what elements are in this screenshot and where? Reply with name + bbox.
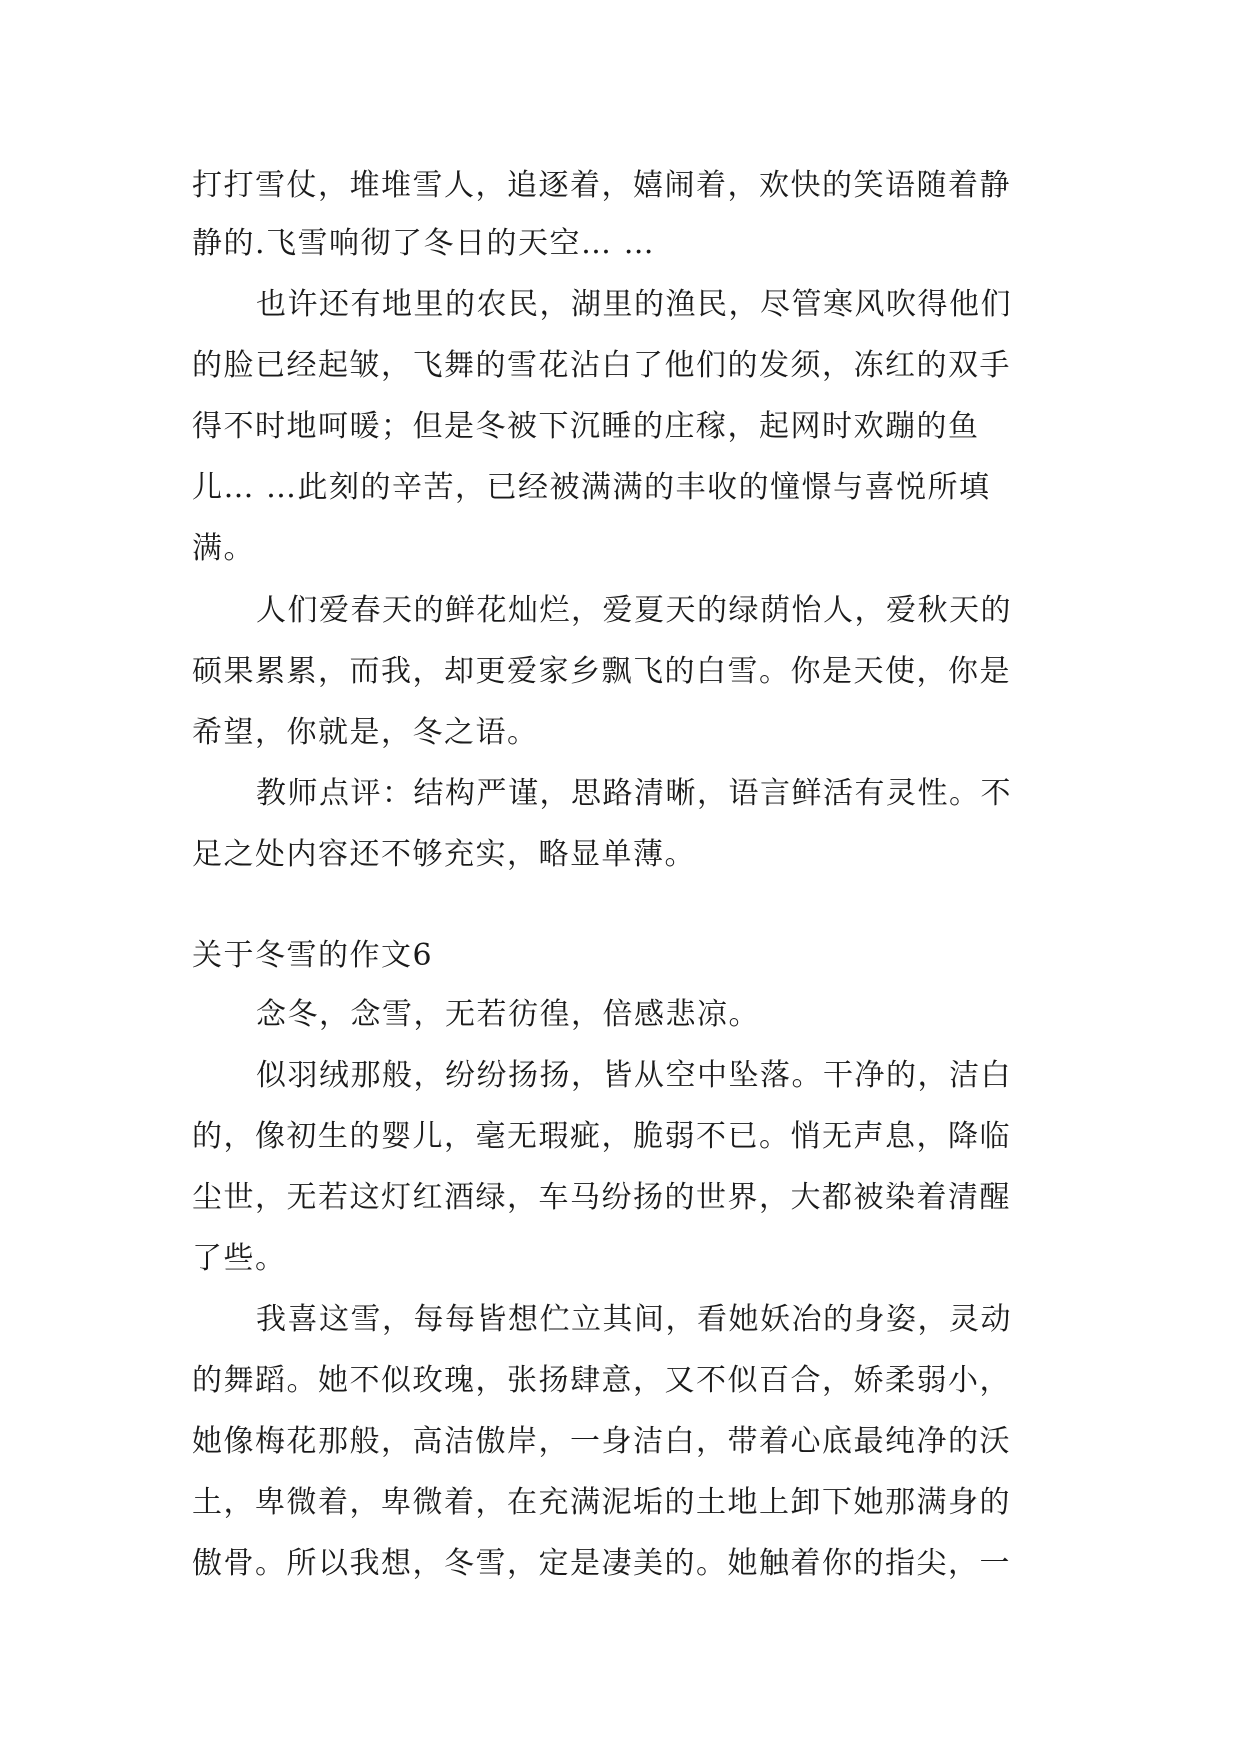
text-line: 静的.飞雪响彻了冬日的天空… … — [192, 226, 656, 261]
teacher-comment: 教师点评：结构严谨，思路清晰，语言鲜活有灵性。不 — [256, 776, 1012, 811]
text-line: 满。 — [192, 531, 255, 566]
paragraph-first-line: 也许还有地里的农民，湖里的渔民，尽管寒风吹得他们 — [256, 287, 1012, 322]
paragraph-first-line: 我喜这雪，每每皆想伫立其间，看她妖冶的身姿，灵动 — [256, 1302, 1012, 1337]
text-line: 的舞蹈。她不似玫瑰，张扬肆意，又不似百合，娇柔弱小， — [192, 1363, 1011, 1398]
paragraph-first-line: 念冬，念雪，无若彷徨，倍感悲凉。 — [256, 997, 760, 1032]
text-line: 土，卑微着，卑微着，在充满泥垢的土地上卸下她那满身的 — [192, 1485, 1011, 1520]
text-line: 打打雪仗，堆堆雪人，追逐着，嬉闹着，欢快的笑语随着静 — [192, 168, 1011, 203]
text-line: 她像梅花那般，高洁傲岸，一身洁白，带着心底最纯净的沃 — [192, 1424, 1011, 1459]
text-line: 得不时地呵暖；但是冬被下沉睡的庄稼，起网时欢蹦的鱼 — [192, 409, 980, 444]
text-line: 的，像初生的婴儿，毫无瑕疵，脆弱不已。悄无声息，降临 — [192, 1119, 1011, 1154]
text-line: 傲骨。所以我想，冬雪，定是凄美的。她触着你的指尖，一 — [192, 1546, 1011, 1581]
essay-heading: 关于冬雪的作文6 — [192, 938, 434, 973]
text-line: 儿… …此刻的辛苦，已经被满满的丰收的憧憬与喜悦所填 — [192, 470, 991, 505]
text-line: 的脸已经起皱，飞舞的雪花沾白了他们的发须，冻红的双手 — [192, 348, 1011, 383]
paragraph-first-line: 似羽绒那般，纷纷扬扬，皆从空中坠落。干净的，洁白 — [256, 1058, 1012, 1093]
text-line: 硕果累累，而我，却更爱家乡飘飞的白雪。你是天使，你是 — [192, 654, 1011, 689]
paragraph-first-line: 人们爱春天的鲜花灿烂，爱夏天的绿荫怡人，爱秋天的 — [256, 593, 1012, 628]
text-line: 了些。 — [192, 1241, 287, 1276]
text-line: 足之处内容还不够充实，略显单薄。 — [192, 837, 696, 872]
text-line: 希望，你就是，冬之语。 — [192, 715, 539, 750]
text-line: 尘世，无若这灯红酒绿，车马纷扬的世界，大都被染着清醒 — [192, 1180, 1011, 1215]
